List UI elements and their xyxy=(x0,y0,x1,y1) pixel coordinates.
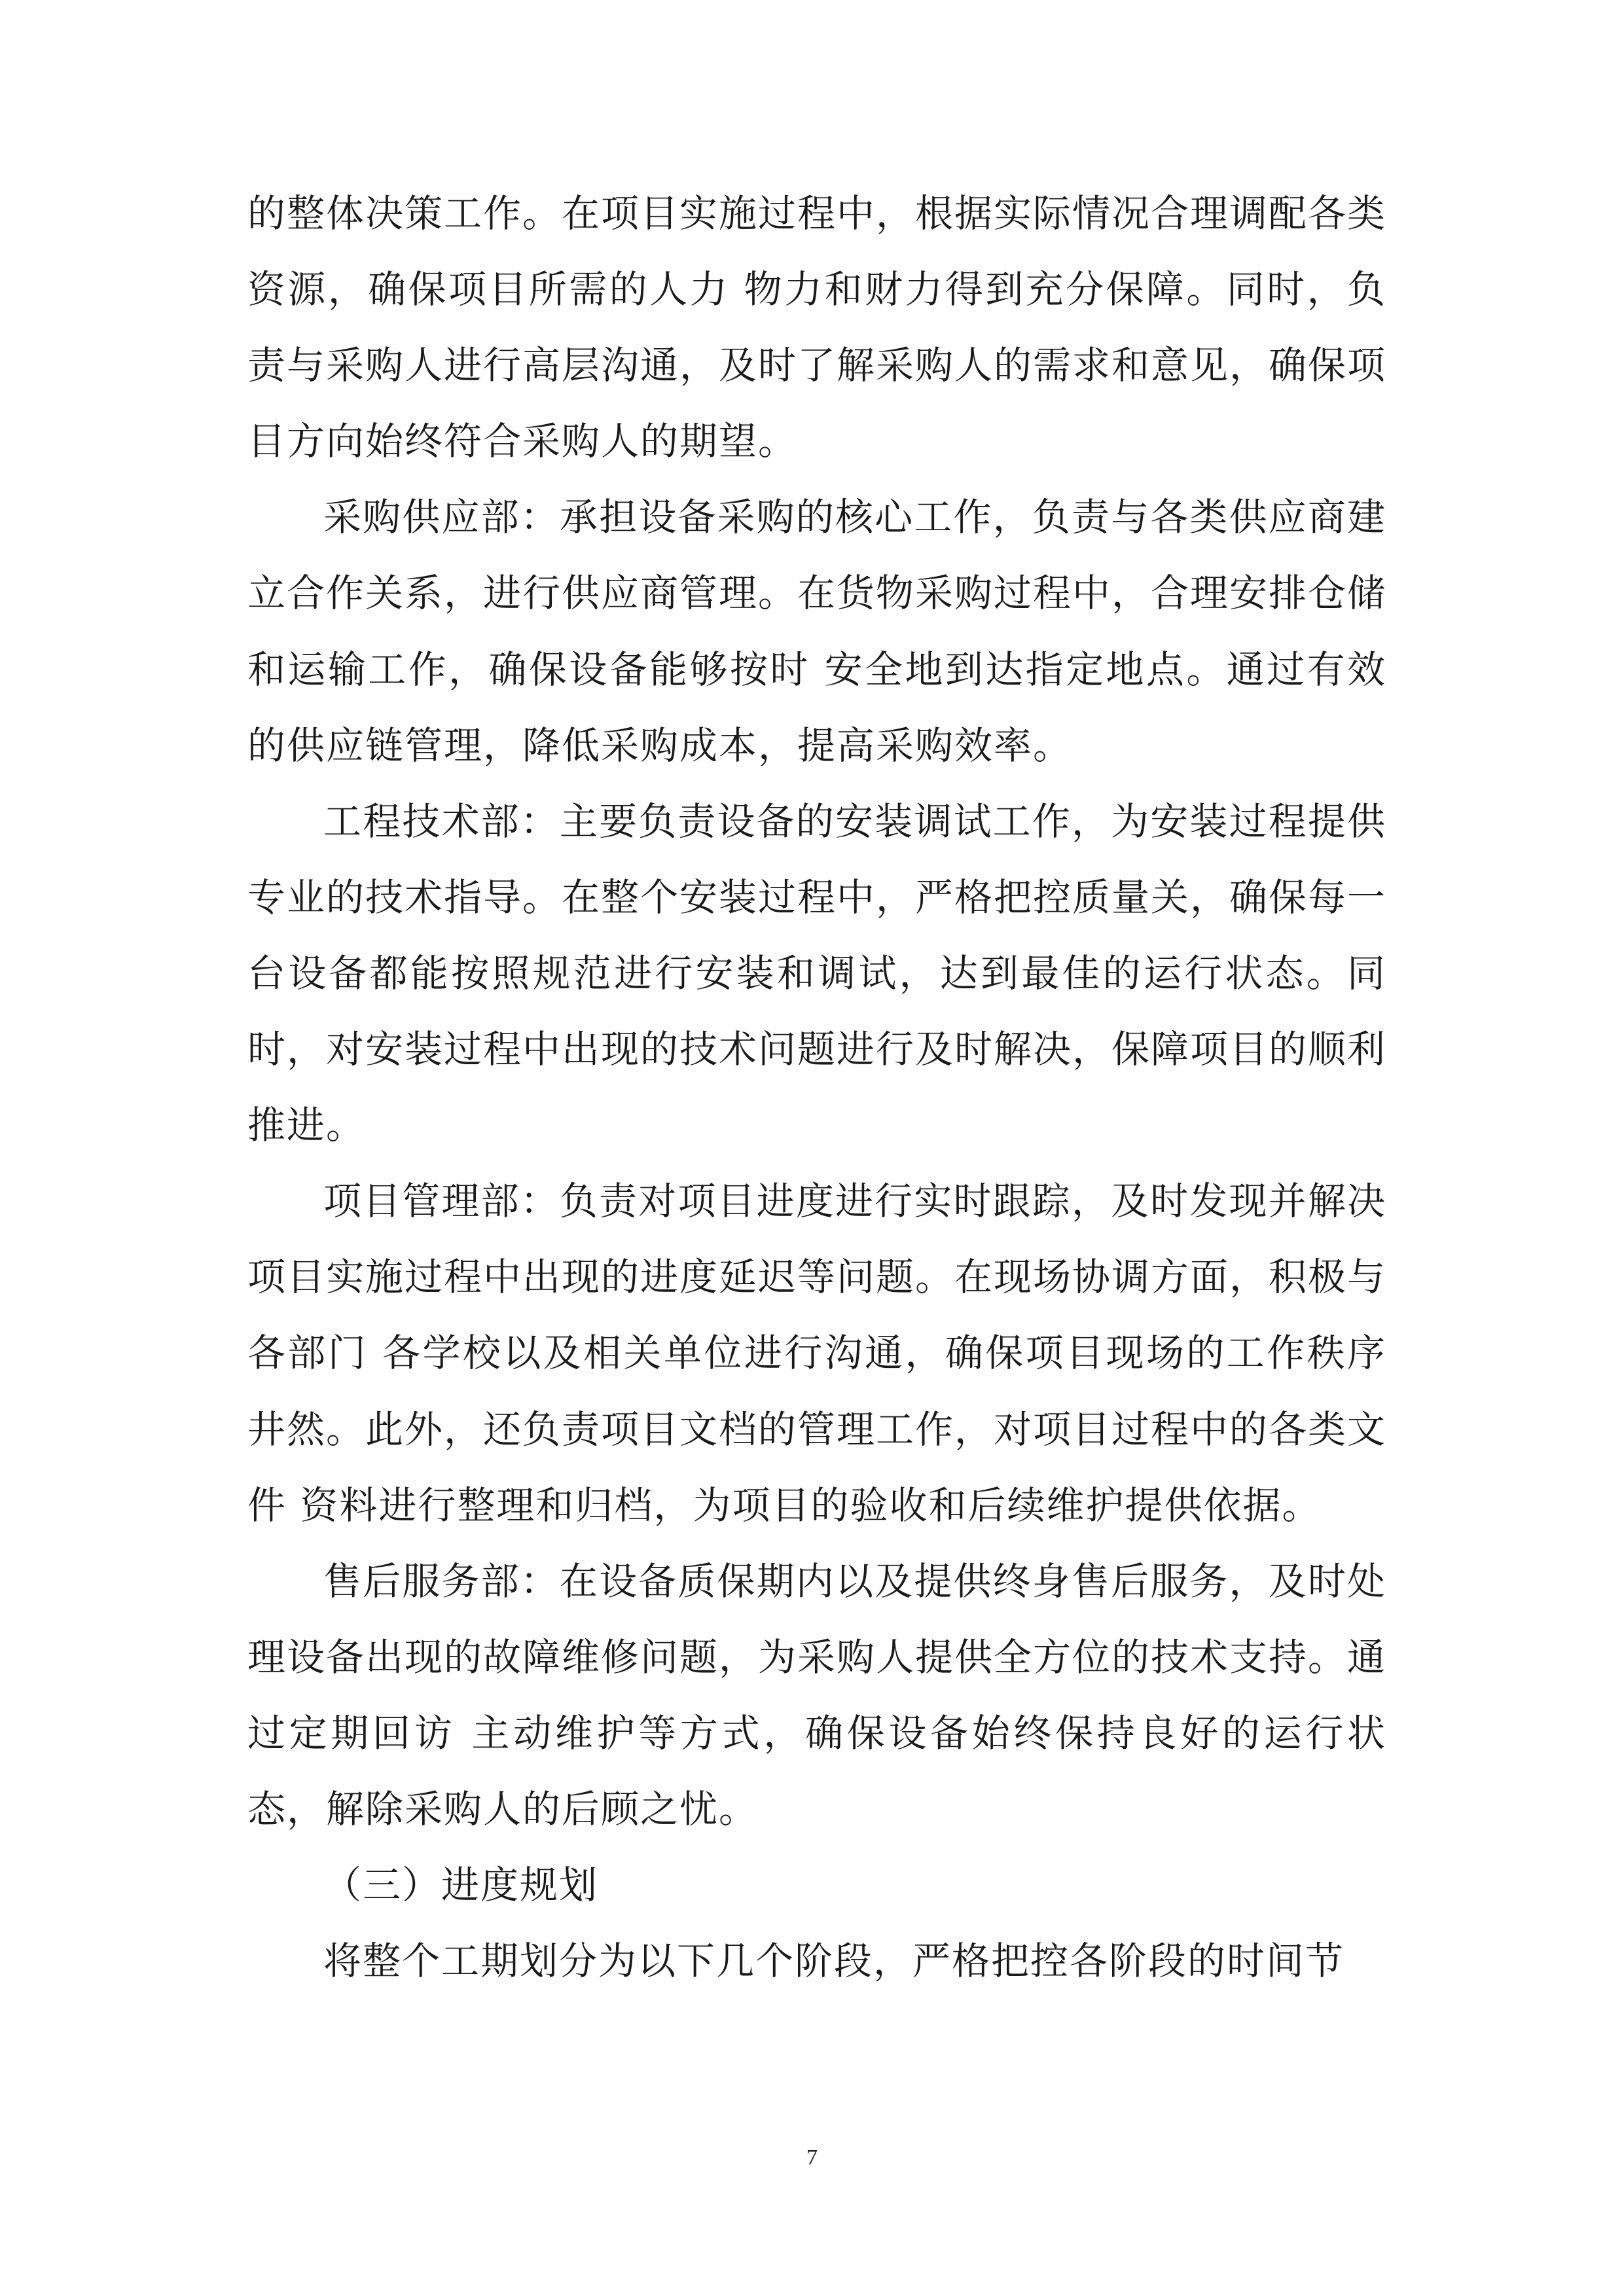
paragraph-engineering-department: 工程技术部：主要负责设备的安装调试工作，为安装过程提供专业的技术指导。在整个安装过程中，严格把控质量关，确保每一台设备都能按照规范进行安装和调试，达到最佳的运行状态。同时，对安装过程中出现的技术问题进行及时解决，保障项目的顺利推进。 xyxy=(247,798,1387,1148)
paragraph-after-sales-department: 售后服务部：在设备质保期内以及提供终身售后服务，及时处理设备出现的故障维修问题，为采购人提供全方位的技术支持。通过定期回访 主动维护等方式，确保设备始终保持良好的运行状态，解除采购人的后顾之忧。 xyxy=(247,1558,1387,1831)
section-heading-schedule: （三）进度规划 xyxy=(323,1863,599,1908)
paragraph-project-management-department: 项目管理部：负责对项目进度进行实时跟踪，及时发现并解决项目实施过程中出现的进度延迟等问题。在现场协调方面，积极与各部门 各学校以及相关单位进行沟通，确保项目现场的工作秩序井然。此外，还负责项目文档的管理工作，对项目过程中的各类文件 资料进行整理和归档，为项目的验收和后续维护提供依据。 xyxy=(247,1179,1387,1528)
document-body xyxy=(247,175,1386,1999)
paragraph-schedule-intro: 将整个工期划分为以下几个阶段，严格把控各阶段的时间节 xyxy=(323,1939,1345,1984)
paragraph-leadership-continuation: 的整体决策工作。在项目实施过程中，根据实际情况合理调配各类资源，确保项目所需的人力 物力和财力得到充分保障。同时，负责与采购人进行高层沟通，及时了解采购人的需求和意见，确保项目方向始终符合采购人的期望。 xyxy=(247,191,1387,464)
page-number: 7 xyxy=(806,2145,818,2170)
paragraph-procurement-department: 采购供应部：承担设备采购的核心工作，负责与各类供应商建立合作关系，进行供应商管理。在货物采购过程中，合理安排仓储和运输工作，确保设备能够按时 安全地到达指定地点。通过有效的供应链管理，降低采购成本，提高采购效率。 xyxy=(247,495,1387,768)
